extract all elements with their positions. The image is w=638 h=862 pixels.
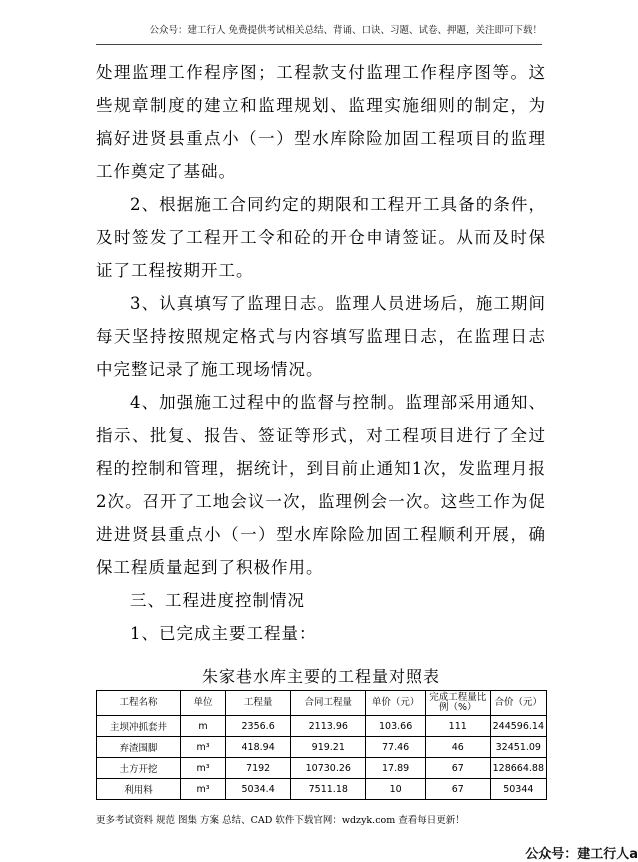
table-cell: m³ — [181, 758, 226, 779]
table-cell: 主坝冲抓套井 — [97, 716, 181, 737]
table-cell: 10 — [366, 779, 425, 800]
table-cell: 土方开挖 — [97, 758, 181, 779]
column-header: 合同工程量 — [291, 691, 366, 716]
column-header: 单价（元） — [366, 691, 425, 716]
column-header: 完成工程量比例（%） — [425, 691, 490, 716]
table-row — [97, 779, 547, 800]
quantity-table — [96, 690, 547, 800]
table-row — [97, 716, 547, 737]
table-cell: 2356.6 — [226, 716, 291, 737]
paragraph: 2、根据施工合同约定的期限和工程开工具备的条件，及时签发了工程开工令和砼的开仓申请签证。从而及时保证了工程按期开工。 — [96, 195, 546, 280]
table-row — [97, 737, 547, 758]
table-cell: 418.94 — [226, 737, 291, 758]
table-cell: 111 — [425, 716, 490, 737]
table-cell: 67 — [425, 779, 490, 800]
page-header: 公众号：建工行人 免费提供考试相关总结、背诵、口诀、习题、试卷、押题，关注即可下载！ — [96, 22, 542, 45]
table-cell: 67 — [425, 758, 490, 779]
footer-note: 更多考试资料 规范 图集 方案 总结、CAD 软件下载官网：wdzyk.com 查看每日更新！ — [96, 815, 465, 826]
table-row — [97, 758, 547, 779]
paragraph: 4、加强施工过程中的监督与控制。监理部采用通知、指示、批复、报告、签证等形式，对工程项目进行了全过程的控制和管理，据统计，到目前止通知1次，发监理月报2次。召开了工地会议一次，监理例会一次。这些工作为促进进贤县重点小（一）型水库除险加固工程顺利开展，确保工程质量起到了积极作用。 — [96, 393, 546, 577]
table-cell: 5034.4 — [226, 779, 291, 800]
table-cell: 32451.09 — [490, 737, 546, 758]
column-header: 单位 — [181, 691, 226, 716]
table-cell: 128664.88 — [490, 758, 546, 779]
table-cell: m³ — [181, 779, 226, 800]
table-cell: 10730.26 — [291, 758, 366, 779]
column-header: 工程量 — [226, 691, 291, 716]
body-text — [96, 56, 546, 650]
table-cell: 7511.18 — [291, 779, 366, 800]
column-header: 合价（元） — [490, 691, 546, 716]
table-cell: 46 — [425, 737, 490, 758]
table-cell: 7192 — [226, 758, 291, 779]
table-cell: 17.89 — [366, 758, 425, 779]
column-header: 工程名称 — [97, 691, 181, 716]
table-header-row — [97, 691, 547, 716]
table-cell: m — [181, 716, 226, 737]
table-cell: 77.46 — [366, 737, 425, 758]
table-cell: m³ — [181, 737, 226, 758]
table-cell: 50344 — [490, 779, 546, 800]
paragraph: 处理监理工作程序图；工程款支付监理工作程序图等。这些规章制度的建立和监理规划、监理实施细则的制定，为搞好进贤县重点小（一）型水库除险加固工程项目的监理工作奠定了基础。 — [96, 63, 546, 181]
table-cell: 919.21 — [291, 737, 366, 758]
paragraph: 3、认真填写了监理日志。监理人员进场后，施工期间每天坚持按照规定格式与内容填写监理日志，在监理日志中完整记录了施工现场情况。 — [96, 294, 546, 379]
table-cell: 2113.96 — [291, 716, 366, 737]
table-cell: 244596.14 — [490, 716, 546, 737]
subsection-heading: 1、已完成主要工程量： — [130, 624, 317, 643]
table-title: 朱家巷水库主要的工程量对照表 — [201, 667, 440, 686]
watermark: 公众号：建工行人a — [525, 847, 638, 862]
table-cell: 弃渣围脚 — [97, 737, 181, 758]
section-heading: 三、工程进度控制情况 — [130, 591, 305, 610]
table-cell: 利用料 — [97, 779, 181, 800]
table-cell: 103.66 — [366, 716, 425, 737]
